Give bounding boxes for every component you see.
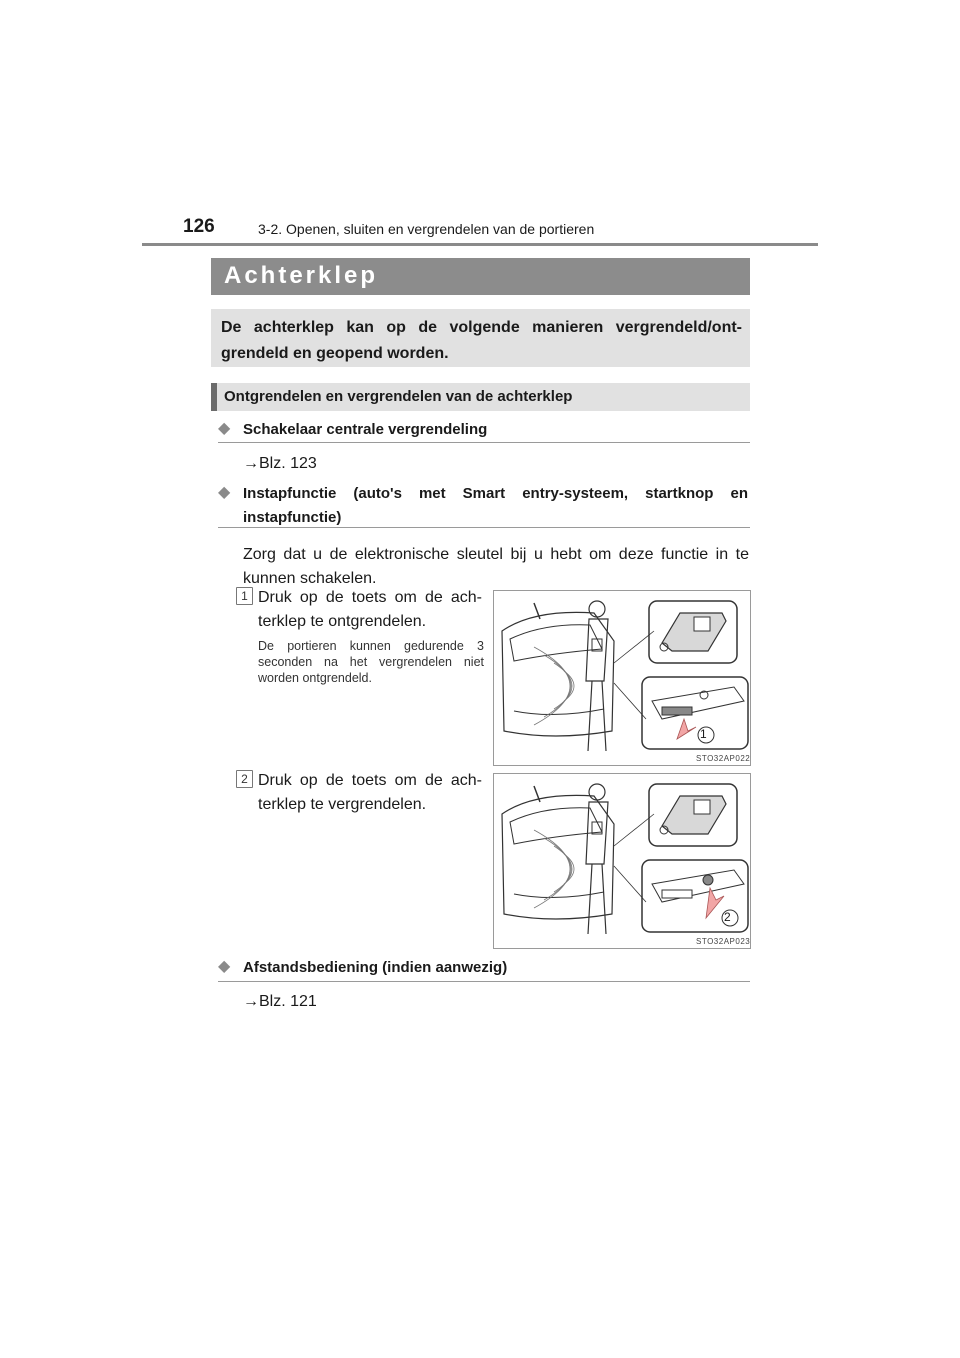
figure-lock-tailgate	[493, 773, 751, 949]
diamond-icon: ◆	[218, 484, 231, 501]
bullet-item-1	[218, 418, 230, 438]
callout-number: 1	[700, 727, 707, 741]
callout-number: 2	[724, 910, 731, 924]
tailgate-unlock-illustration	[494, 591, 750, 765]
step-1-note: De portieren kunnen gedurende 3 seconden na het vergrendelen niet worden ontgrendeld.	[258, 639, 484, 685]
subsection-title: Ontgrendelen en vergrendelen van de achterklep	[224, 388, 573, 405]
item-1-heading: Schakelaar centrale vergrendeling	[243, 421, 488, 438]
step-2-text: Druk op de toets om de ach-terklep te vergrendelen.	[258, 772, 482, 813]
subsection-accent	[211, 383, 217, 411]
diamond-icon: ◆	[218, 958, 231, 975]
section-title: Achterklep	[224, 262, 379, 289]
intro-text: De achterklep kan op de volgende manieren vergrendeld/ont-grendeld en geopend worden.	[221, 319, 742, 362]
item-2-text: Zorg dat u de elektronische sleutel bij u hebt om deze functie in te kunnen schakelen.	[243, 546, 749, 587]
item-1-reference: →Blz. 123	[243, 455, 317, 472]
step-1-text: Druk op de toets om de ach-terklep te ontgrendelen.	[258, 589, 482, 630]
bullet-item-3	[218, 956, 230, 976]
figure-code: STO32AP022	[696, 754, 751, 763]
item-2-heading: Instapfunctie (auto's met Smart entry-systeem, startknop en instapfunctie)	[243, 485, 748, 526]
figure-unlock-tailgate	[493, 590, 751, 766]
step-2-number: 2	[236, 770, 253, 788]
item-3-reference: →Blz. 121	[243, 993, 317, 1010]
tailgate-lock-illustration	[494, 774, 750, 948]
page-number: 126	[183, 216, 215, 237]
bullet-item-2	[218, 482, 230, 502]
divider	[218, 442, 750, 443]
diamond-icon: ◆	[218, 420, 231, 437]
step-1-number: 1	[236, 587, 253, 605]
figure-code: STO32AP023	[696, 937, 751, 946]
divider	[218, 981, 750, 982]
header-rule	[142, 243, 818, 246]
item-3-heading: Afstandsbediening (indien aanwezig)	[243, 959, 508, 976]
divider	[218, 527, 750, 528]
chapter-title: 3-2. Openen, sluiten en vergrendelen van de portieren	[258, 221, 595, 237]
